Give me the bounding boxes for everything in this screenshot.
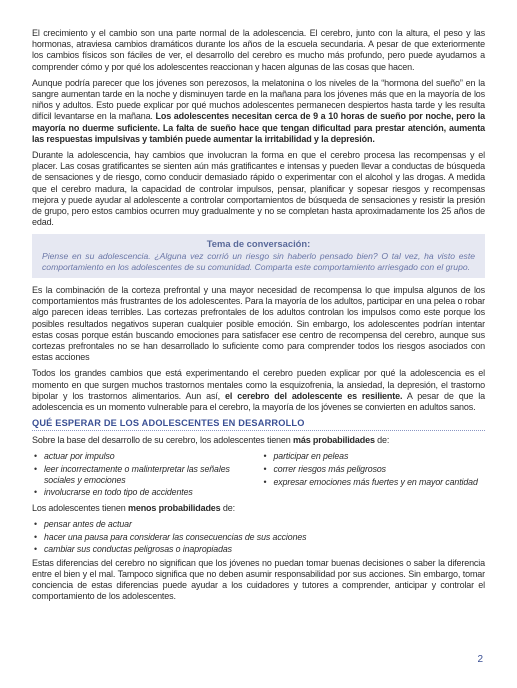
paragraph-brain-changes: El crecimiento y el cambio son una parte normal de la adolescencia. El cerebro, junto con la altura, el peso y las hormonas, atraviesa cambios dramáticos durante los años de la escuela secundaria. A pesar de que exteriormente los cambios físicos son fáciles de ver, el desarrollo del cerebro es mucho más profundo, pero puede ayudarnos a comprender cómo y por qué los adolescentes reaccionan y hacen algunas de las cosas que hacen. bbox=[32, 28, 485, 72]
paragraph-sleep bbox=[32, 78, 485, 145]
more-likely-intro-bold: más probabilidades bbox=[292, 435, 375, 446]
conversation-topic-box bbox=[32, 234, 485, 278]
paragraph-mental-disorders bbox=[32, 368, 485, 413]
paragraph-mental-text-end: A pesar de que la adolescencia es un momento vulnerable para el cerebro, la mayoría de los jóvenes se convierten en adultos sanos. bbox=[32, 390, 485, 413]
list-item: • correr riesgos más peligrosos bbox=[262, 464, 486, 475]
more-likely-lists bbox=[32, 451, 485, 499]
list-item: • participar en peleas bbox=[262, 451, 486, 462]
more-likely-list-left bbox=[32, 451, 256, 499]
conversation-topic-text: Piense en su adolescencia. ¿Alguna vez corrió un riesgo sin haberlo pensado bien? O tal vez, ha visto este comportamiento en los adolescentes de su comunidad. Comparta este comportamiento arriesgado con el grupo. bbox=[42, 251, 475, 273]
paragraph-conclusion: Estas diferencias del cerebro no significan que los jóvenes no puedan tomar buenas decisiones o saber la diferencia entre el bien y el mal. Tampoco significa que no deben asumir responsabilidad por sus acciones. Sin embargo, tomar conciencia de estas diferencias puede ayudar a los cuidadores y tutores a comprender, anticipar y controlar el comportamiento de los adolescentes. bbox=[32, 557, 485, 602]
page-number: 2 bbox=[477, 654, 483, 665]
conversation-topic-title: Tema de conversación: bbox=[206, 238, 311, 250]
more-likely-intro-end: de: bbox=[374, 435, 390, 446]
more-likely-intro-text: Sobre la base del desarrollo de su cerebro, los adolescentes tienen bbox=[32, 435, 293, 446]
list-item: • leer incorrectamente o malinterpretar las señales sociales y emociones bbox=[32, 464, 256, 485]
less-likely-intro-text: Los adolescentes tienen bbox=[32, 502, 128, 513]
more-likely-list-right bbox=[262, 451, 486, 499]
list-item: • hacer una pausa para considerar las consecuencias de sus acciones bbox=[32, 532, 485, 543]
paragraph-sleep-bold: Los adolescentes necesitan cerca de 9 a 10 horas de sueño por noche, pero la mayoría no duerme suficiente. La falta de sueño hace que tengan dificultad para prestar atención, aumenta las respuestas impulsivas y también puede aumentar la irritabilidad y la depresión. bbox=[32, 111, 486, 144]
paragraph-mental-text-start: Todos los grandes cambios que está experimentando el cerebro pueden explicar por qué la adolescencia es el momento en que surgen muchos trastornos mentales como la esquizofrenia, la ansiedad, la depresión, el trastorno bipolar y los trastornos alimentarios. Aun así, bbox=[32, 368, 485, 401]
less-likely-intro-bold: menos probabilidades bbox=[127, 502, 221, 513]
less-likely-list bbox=[32, 519, 485, 555]
list-item: • expresar emociones más fuertes y en mayor cantidad bbox=[262, 477, 486, 488]
list-item: • pensar antes de actuar bbox=[32, 519, 485, 530]
less-likely-intro bbox=[32, 503, 485, 514]
paragraph-rewards: Durante la adolescencia, hay cambios que involucran la forma en que el cerebro procesa las recompensas y el placer. Las cosas gratificantes se sienten aún más gratificantes e intensas y pueden llevar a conductas de búsqueda de sensaciones y de riesgo, como conducir demasiado rápido o experimentar con el alcohol y las drogas. A medida que el cerebro madura, la capacidad de controlar impulsos, pensar, planificar y sopesar riesgos y recompensas mejora y puede ayudar al adolescente a controlar comportamientos de búsqueda de sensaciones y resistir la presión de grupo, pero estos cambios ocurren muy gradualmente y no se completan hasta aproximadamente los 25 años de edad. bbox=[32, 150, 485, 228]
list-item: • involucrarse en todo tipo de accidentes bbox=[32, 487, 256, 498]
paragraph-mental-bold: el cerebro del adolescente es resiliente. bbox=[225, 390, 403, 401]
list-item: • cambiar sus conductas peligrosas o inapropiadas bbox=[32, 544, 485, 555]
list-item: • actuar por impulso bbox=[32, 451, 256, 462]
paragraph-sleep-text: Aunque podría parecer que los jóvenes son perezosos, la melatonina o los niveles de la “hormona del sueño” en la sangre aumentan tarde en la noche y disminuyen tarde en la mañana para los jóvenes más que en la mayoría de los niños y adultos. Esto puede explicar por qué muchos adolescentes permanecen despiertos hasta tarde y les resulta difícil levantarse en la mañana. bbox=[32, 77, 485, 122]
section-heading: QUÉ ESPERAR DE LOS ADOLESCENTES EN DESARROLLO bbox=[32, 418, 485, 431]
less-likely-intro-end: de: bbox=[220, 502, 235, 513]
more-likely-intro bbox=[32, 435, 485, 446]
paragraph-prefrontal-cortex: Es la combinación de la corteza prefrontal y una mayor necesidad de recompensa lo que impulsa algunos de los comportamientos más frustrantes de los adolescentes. Para la mayoría de los adultos, participar en una pelea o robar algo parecen ideas terribles. Las cortezas prefrontales de los adultos controlan los impulsos como este porque los posibles resultados negativos superan cualquier posible emoción. Sin embargo, los adolescentes podrían intentar estas cosas porque están buscando emociones para satisfacer ese centro de recompensa del cerebro, aunque sus cortezas prefrontales no se han desarrollado lo suficiente como para comprender todos los riesgos asociados con estas acciones bbox=[32, 285, 485, 363]
